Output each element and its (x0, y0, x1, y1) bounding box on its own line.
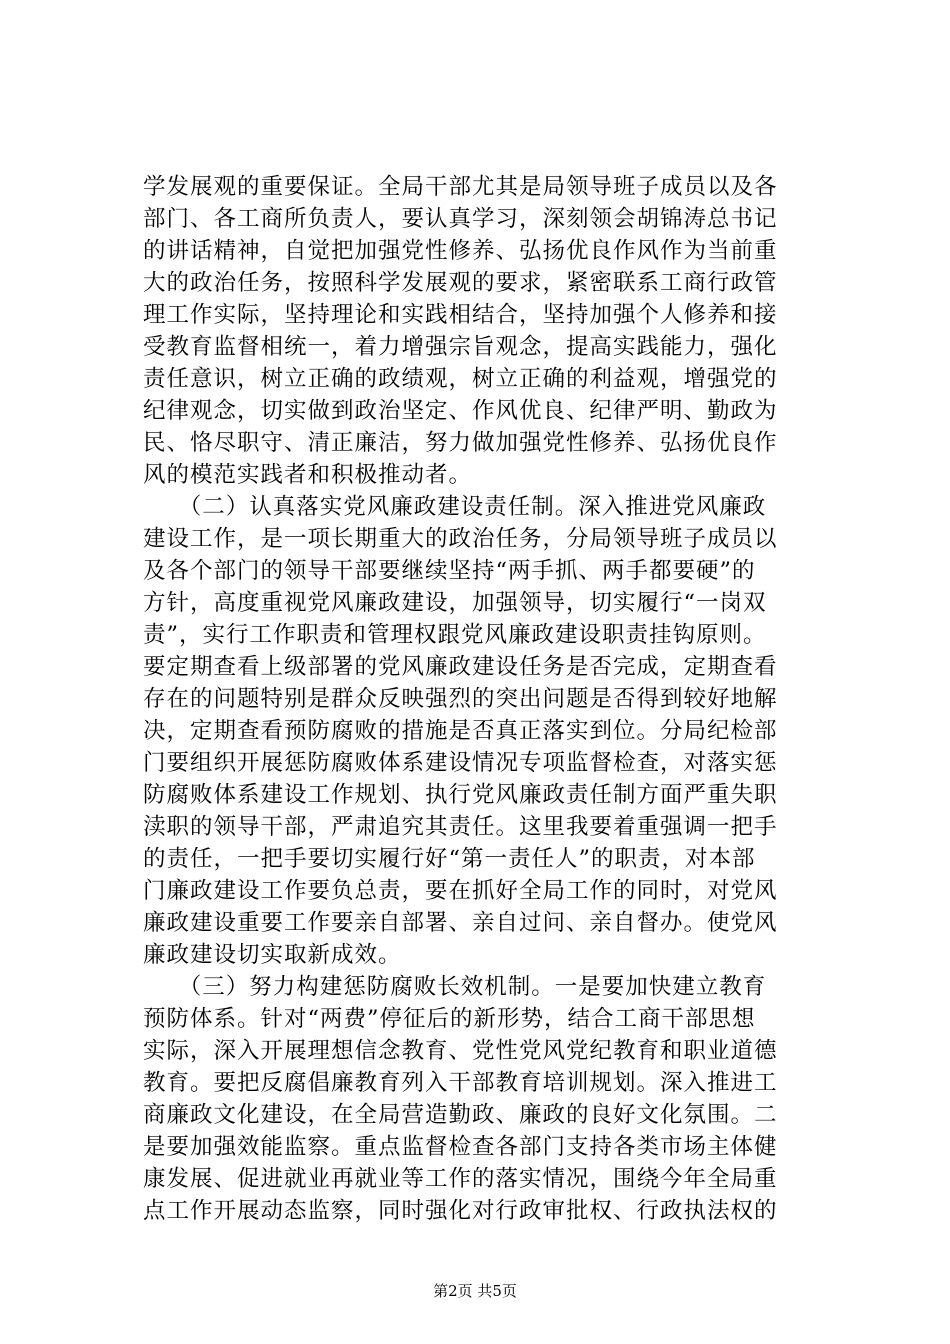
text-line: 风的模范实践者和积极推动者。 (143, 462, 473, 488)
text-line: 大的政治任务，按照科学发展观的要求，紧密联系工商行政管 (143, 270, 778, 296)
text-line: 康发展、促进就业再就业等工作的落实情况，围绕今年全局重 (143, 1166, 778, 1192)
text-line: 门要组织开展惩防腐败体系建设情况专项监督检查，对落实惩 (143, 750, 778, 776)
text-line: 受教育监督相统一，着力增强宗旨观念，提高实践能力，强化 (143, 334, 778, 360)
text-line: 商廉政文化建设，在全局营造勤政、廉政的良好文化氛围。二 (143, 1102, 778, 1128)
text-line: 渎职的领导干部，严肃追究其责任。这里我要着重强调一把手 (143, 814, 778, 840)
text-line: 廉政建设切实取新成效。 (143, 942, 402, 968)
text-line: 预防体系。针对“两费”停征后的新形势，结合工商干部思想 (143, 1006, 756, 1032)
text-line: 责”，实行工作职责和管理权跟党风廉政建设职责挂钩原则。 (143, 622, 767, 648)
text-line: 存在的问题特别是群众反映强烈的突出问题是否得到较好地解 (143, 686, 778, 712)
text-line: 理工作实际，坚持理论和实践相结合，坚持加强个人修养和接 (143, 302, 778, 328)
text-line: 纪律观念，切实做到政治坚定、作风优良、纪律严明、勤政为 (143, 398, 778, 424)
page-footer: 第2页 共5页 (433, 1282, 517, 1300)
text-line: 学发展观的重要保证。全局干部尤其是局领导班子成员以及各 (143, 174, 778, 200)
text-line: 及各个部门的领导干部要继续坚持“两手抓、两手都要硬”的 (143, 558, 756, 584)
text-line: 的讲话精神，自觉把加强党性修养、弘扬优良作风作为当前重 (143, 238, 778, 264)
text-line: （二）认真落实党风廉政建设责任制。深入推进党风廉政 (143, 494, 767, 520)
text-line: 部门、各工商所负责人，要认真学习，深刻领会胡锦涛总书记 (143, 206, 778, 232)
text-line: 要定期查看上级部署的党风廉政建设任务是否完成，定期查看 (143, 654, 778, 680)
text-line: 点工作开展动态监察，同时强化对行政审批权、行政执法权的 (143, 1198, 778, 1224)
text-line: 防腐败体系建设工作规划、执行党风廉政责任制方面严重失职 (143, 782, 778, 808)
text-line: 民、恪尽职守、清正廉洁，努力做加强党性修养、弘扬优良作 (143, 430, 778, 456)
document-body (143, 171, 807, 1227)
text-line: （三）努力构建惩防腐败长效机制。一是要加快建立教育 (143, 974, 767, 1000)
text-line: 责任意识，树立正确的政绩观，树立正确的利益观，增强党的 (143, 366, 778, 392)
text-line: 建设工作，是一项长期重大的政治任务，分局领导班子成员以 (143, 526, 778, 552)
text-line: 廉政建设重要工作要亲自部署、亲自过问、亲自督办。使党风 (143, 910, 778, 936)
text-line: 门廉政建设工作要负总责，要在抓好全局工作的同时，对党风 (143, 878, 778, 904)
text-line: 教育。要把反腐倡廉教育列入干部教育培训规划。深入推进工 (143, 1070, 778, 1096)
text-line: 是要加强效能监察。重点监督检查各部门支持各类市场主体健 (143, 1134, 778, 1160)
text-line: 决，定期查看预防腐败的措施是否真正落实到位。分局纪检部 (143, 718, 778, 744)
text-line: 的责任，一把手要切实履行好“第一责任人”的职责，对本部 (143, 846, 756, 872)
text-line: 方针，高度重视党风廉政建设，加强领导，切实履行“一岗双 (143, 590, 767, 616)
text-line: 实际，深入开展理想信念教育、党性党风党纪教育和职业道德 (143, 1038, 778, 1064)
